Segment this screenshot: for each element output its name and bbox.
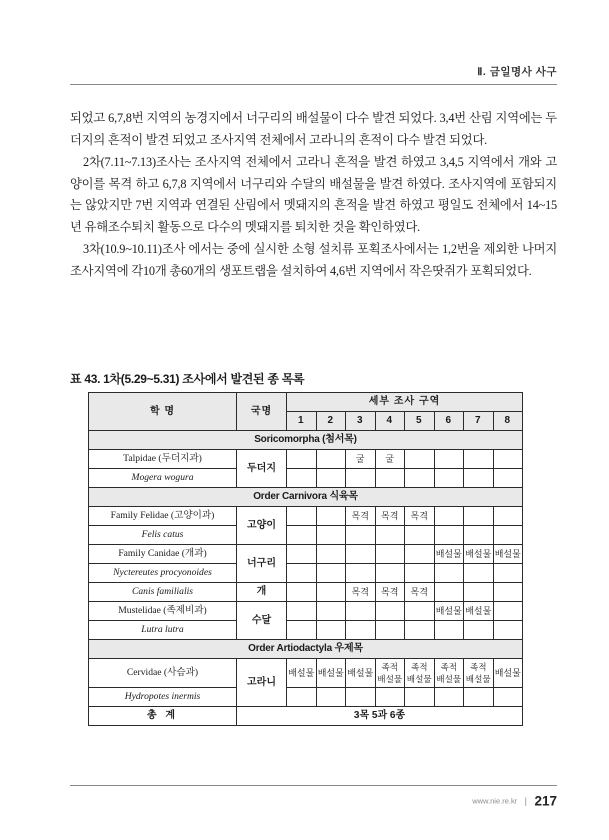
survey-cell-3 (346, 564, 376, 583)
paragraph-3: 3차(10.9~10.11)조사 에서는 중에 실시한 소형 설치류 포획조사에서는 1,2번을 제외한 나머지 조사지역에 각10개 총60개의 생포트랩을 설치하여 4,6번 지역에서 작은땃쥐가 포획되었다. (70, 242, 557, 278)
survey-cell-6 (434, 621, 464, 640)
survey-cell-2 (316, 526, 346, 545)
survey-cell-4 (375, 688, 405, 707)
species-name: Felis catus (89, 526, 237, 545)
table-group-row (89, 640, 523, 659)
survey-cell-1 (287, 602, 317, 621)
table-group-row (89, 431, 523, 450)
table-row (89, 583, 523, 602)
korean-name: 고양이 (237, 507, 287, 545)
group-title: Order Carnivora 식육목 (89, 488, 523, 507)
survey-cell-5 (405, 688, 435, 707)
header-area-1: 1 (287, 412, 317, 431)
survey-cell-3 (346, 545, 376, 564)
footer-separator: | (524, 795, 528, 806)
header-korean-name: 국명 (237, 393, 287, 431)
group-title: Soricomorpha (첨서목) (89, 431, 523, 450)
table-row (89, 526, 523, 545)
header-area-5: 5 (405, 412, 435, 431)
survey-cell-8 (493, 450, 523, 469)
survey-cell-2 (316, 564, 346, 583)
survey-cell-7 (464, 450, 494, 469)
survey-cell-6 (434, 526, 464, 545)
header-area-4: 4 (375, 412, 405, 431)
table-row (89, 621, 523, 640)
survey-cell-6: 배설물 (434, 545, 464, 564)
survey-cell-1 (287, 545, 317, 564)
header-area-8: 8 (493, 412, 523, 431)
header-scientific-name: 학 명 (89, 393, 237, 431)
survey-cell-1 (287, 688, 317, 707)
species-name: Family Canidae (개과) (89, 545, 237, 564)
survey-cell-5: 목격 (405, 507, 435, 526)
header-area-3: 3 (346, 412, 376, 431)
footer-divider (70, 785, 557, 786)
survey-cell-8 (493, 469, 523, 488)
table-row (89, 659, 523, 688)
survey-cell-2: 배설물 (316, 659, 346, 688)
survey-cell-4 (375, 564, 405, 583)
survey-cell-3 (346, 469, 376, 488)
survey-cell-6 (434, 450, 464, 469)
table-group-row (89, 488, 523, 507)
survey-cell-2 (316, 583, 346, 602)
survey-cell-4 (375, 526, 405, 545)
survey-cell-5 (405, 602, 435, 621)
survey-cell-7: 배설물 (464, 545, 494, 564)
survey-cell-5 (405, 545, 435, 564)
footer-page-number: 217 (534, 793, 557, 809)
survey-cell-4 (375, 469, 405, 488)
survey-cell-3 (346, 526, 376, 545)
survey-cell-3 (346, 688, 376, 707)
korean-name: 개 (237, 583, 287, 602)
survey-cell-1 (287, 564, 317, 583)
species-name: Lutra lutra (89, 621, 237, 640)
survey-cell-6 (434, 469, 464, 488)
survey-cell-6: 족적 배설물 (434, 659, 464, 688)
korean-name: 너구리 (237, 545, 287, 583)
korean-name: 고라니 (237, 659, 287, 707)
survey-cell-7 (464, 621, 494, 640)
species-table-body (89, 393, 523, 726)
survey-cell-2 (316, 469, 346, 488)
survey-cell-5: 목격 (405, 583, 435, 602)
survey-cell-7 (464, 583, 494, 602)
survey-cell-8 (493, 621, 523, 640)
survey-cell-5 (405, 564, 435, 583)
species-table-wrap (88, 392, 522, 726)
survey-cell-2 (316, 450, 346, 469)
survey-cell-4: 굴 (375, 450, 405, 469)
survey-cell-8 (493, 507, 523, 526)
survey-cell-4 (375, 602, 405, 621)
survey-cell-5 (405, 621, 435, 640)
survey-cell-7 (464, 469, 494, 488)
header-chapter-title: Ⅱ. 금일명사 사구 (477, 66, 557, 78)
survey-cell-3: 굴 (346, 450, 376, 469)
footer-url: www.nie.re.kr (472, 796, 518, 806)
survey-cell-7: 족적 배설물 (464, 659, 494, 688)
species-name: Nyctereutes procyonoides (89, 564, 237, 583)
survey-cell-7 (464, 564, 494, 583)
survey-cell-8 (493, 526, 523, 545)
total-value: 3목 5과 6종 (237, 707, 523, 726)
survey-cell-4: 목격 (375, 507, 405, 526)
header-survey-area: 세부 조사 구역 (287, 393, 523, 412)
survey-cell-8: 배설물 (493, 545, 523, 564)
species-name: Mogera wogura (89, 469, 237, 488)
survey-cell-3 (346, 602, 376, 621)
body-text (70, 108, 557, 282)
table-row (89, 602, 523, 621)
survey-cell-5 (405, 469, 435, 488)
survey-cell-1 (287, 526, 317, 545)
survey-cell-4 (375, 621, 405, 640)
group-title: Order Artiodactyla 우제목 (89, 640, 523, 659)
survey-cell-4: 족적 배설물 (375, 659, 405, 688)
species-name: Hydropotes inermis (89, 688, 237, 707)
survey-cell-7 (464, 688, 494, 707)
survey-cell-7 (464, 507, 494, 526)
species-name: Family Felidae (고양이과) (89, 507, 237, 526)
survey-cell-6 (434, 688, 464, 707)
survey-cell-5: 족적 배설물 (405, 659, 435, 688)
survey-cell-1 (287, 469, 317, 488)
korean-name: 수달 (237, 602, 287, 640)
survey-cell-8 (493, 688, 523, 707)
total-label: 총 계 (89, 707, 237, 726)
survey-cell-3: 목격 (346, 583, 376, 602)
survey-cell-1: 배설물 (287, 659, 317, 688)
paragraph-2: 2차(7.11~7.13)조사는 조사지역 전체에서 고라니 흔적을 발견 하였고 3,4,5 지역에서 개와 고양이를 목격 하고 6,7,8 지역에서 너구리와 수달의 배설물을 발견 하였다. 조사지역에 포함되지는 않았지만 7번 지역과 연결된 산림에서 멧돼지의 흔적을 발견 하였고 평일도 전체에서 14~15년 유해조수퇴치 활동으로 다수의 멧돼지를 퇴치한 것을 확인하였다. (70, 155, 557, 234)
survey-cell-8: 배설물 (493, 659, 523, 688)
table-total-row (89, 707, 523, 726)
table-row (89, 450, 523, 469)
survey-cell-6: 배설물 (434, 602, 464, 621)
survey-cell-2 (316, 507, 346, 526)
survey-cell-2 (316, 602, 346, 621)
species-name: Canis familialis (89, 583, 237, 602)
survey-cell-2 (316, 688, 346, 707)
table-row (89, 545, 523, 564)
header-area-2: 2 (316, 412, 346, 431)
korean-name: 두더지 (237, 450, 287, 488)
survey-cell-6 (434, 564, 464, 583)
species-name: Cervidae (사슴과) (89, 659, 237, 688)
species-name: Mustelidae (족제비과) (89, 602, 237, 621)
table-row (89, 469, 523, 488)
survey-cell-1 (287, 583, 317, 602)
table-header-row (89, 393, 523, 412)
survey-cell-4: 목격 (375, 583, 405, 602)
survey-cell-1 (287, 507, 317, 526)
survey-cell-3 (346, 621, 376, 640)
survey-cell-5 (405, 450, 435, 469)
survey-cell-3: 배설물 (346, 659, 376, 688)
survey-cell-3: 목격 (346, 507, 376, 526)
survey-cell-4 (375, 545, 405, 564)
survey-cell-6 (434, 507, 464, 526)
table-row (89, 507, 523, 526)
survey-cell-7 (464, 526, 494, 545)
header-area-6: 6 (434, 412, 464, 431)
survey-cell-5 (405, 526, 435, 545)
header-area-7: 7 (464, 412, 494, 431)
page-header (70, 62, 557, 80)
paragraph-1: 되었고 6,7,8번 지역의 농경지에서 너구리의 배설물이 다수 발견 되었다. 3,4번 산림 지역에는 두더지의 흔적이 발견 되었고 조사지역 전체에서 고라니의 흔적이 다수 발견 되었다. (70, 111, 557, 147)
survey-cell-1 (287, 450, 317, 469)
page-footer (472, 792, 557, 810)
survey-cell-8 (493, 602, 523, 621)
species-name: Talpidae (두더지과) (89, 450, 237, 469)
survey-cell-6 (434, 583, 464, 602)
survey-cell-1 (287, 621, 317, 640)
survey-cell-8 (493, 564, 523, 583)
species-table (88, 392, 523, 726)
survey-cell-7: 배설물 (464, 602, 494, 621)
survey-cell-2 (316, 545, 346, 564)
table-row (89, 564, 523, 583)
header-divider (70, 84, 557, 85)
survey-cell-8 (493, 583, 523, 602)
table-row (89, 688, 523, 707)
table-caption: 표 43. 1차(5.29~5.31) 조사에서 발견된 종 목록 (70, 372, 305, 386)
survey-cell-2 (316, 621, 346, 640)
